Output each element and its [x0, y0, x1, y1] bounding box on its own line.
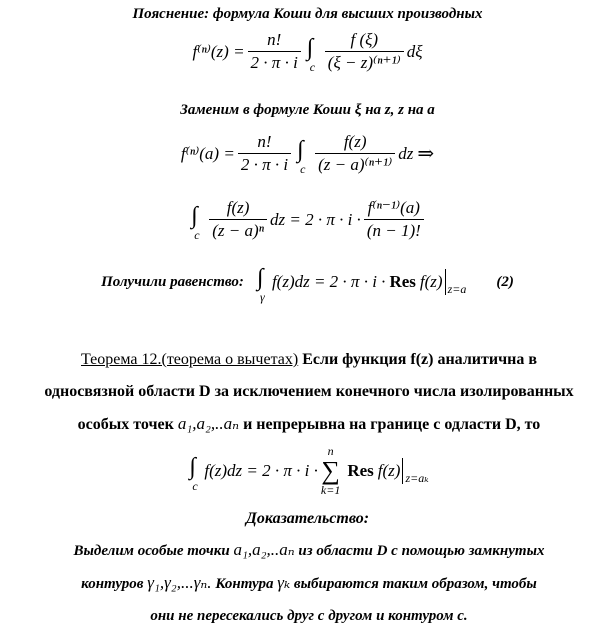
integral-sign: ∫ c [189, 454, 198, 493]
formula2-int-num: f(z) [343, 132, 367, 151]
formula1-int-den: (ξ − z)⁽ⁿ⁺¹⁾ [325, 51, 404, 73]
formula-residue-theorem [0, 444, 615, 498]
proof-title: Доказательство: [245, 510, 370, 527]
proof-text-2b: Контура [215, 576, 274, 592]
proof-paragraph [24, 534, 594, 632]
result-line [0, 262, 615, 302]
formula3-den2: (n − 1)! [364, 219, 424, 241]
integral-sign: ∫ c [191, 202, 200, 242]
formula1-lhs: f⁽ⁿ⁾(z) = [192, 41, 245, 61]
proof-contours: γ₁,γ₂,...γₙ. [147, 573, 212, 592]
theorem-name: Теорема 12.(теорема о вычетах) [81, 351, 299, 368]
proof-points: a₁,a₂,..aₙ [233, 540, 295, 559]
formula1-den: 2 · π · i [248, 51, 301, 73]
theorem-text-2: односвязной области D за исключением конечного числа изолированных [44, 383, 574, 400]
formula4-fz: f(z) [377, 461, 401, 480]
proof-text-1b: из области D с помощью замкнутых [298, 543, 545, 559]
formula-cauchy-general [0, 30, 615, 73]
formula1-integrand [325, 30, 404, 73]
formula4-expr: f(z)dz = 2 · π · i · [204, 461, 318, 480]
formula2-num: n! [257, 132, 272, 151]
result-expr: f(z)dz = 2 · π · i · [271, 272, 386, 291]
evaluation-bar [445, 269, 446, 295]
proof-text-2c: выбираются таким образом, чтобы [293, 576, 537, 592]
theorem-text-3a: особых точек [77, 416, 174, 433]
formula2-integrand [315, 132, 395, 175]
result-at: z=a [447, 281, 467, 296]
explanation-title: Пояснение: формула Коши для высших производных [132, 6, 483, 22]
formula4-at: z=aₖ [405, 470, 429, 485]
formula3-rhs [364, 198, 424, 241]
proof-text-1a: Выделим особые точки [73, 543, 230, 559]
formula3-num2: f⁽ⁿ⁻¹⁾(a) [367, 198, 420, 217]
formula2-tail: dz [398, 143, 414, 163]
formula3-den: (z − a)ⁿ [209, 219, 267, 241]
formula4-res: Res [347, 461, 374, 480]
formula-cauchy-a [0, 132, 615, 175]
theorem-text-3b: и непрерывна на границе с одласти D, то [243, 416, 541, 433]
formula1-num: n! [267, 30, 282, 49]
integral-sign: ∫ c [297, 136, 306, 176]
formula2-den: 2 · π · i [238, 153, 291, 175]
formula1-tail: dξ [406, 41, 423, 61]
theorem-paragraph [24, 344, 594, 441]
proof-text-3: они не пересекались друг с другом и контуром с. [150, 608, 468, 624]
proof-text-2a: контуров [81, 576, 144, 592]
integral-sign: ∫ γ [256, 265, 265, 304]
evaluation-bar [402, 458, 403, 484]
formula1-int-num: f (ξ) [350, 30, 379, 49]
equation-number: (2) [496, 273, 514, 290]
formula3-mid: dz = 2 · π · i · [269, 209, 361, 229]
proof-gamma-k: γₖ [277, 573, 291, 592]
theorem-text-1: Если функция f(z) аналитична в [302, 351, 537, 368]
formula-integral-equality [0, 198, 615, 245]
formula2-coef [238, 132, 291, 175]
sum-sign: n ∑ k=1 [320, 444, 341, 497]
result-res: Res [389, 272, 416, 291]
integral-sign: ∫ c [306, 34, 316, 74]
result-label: Получили равенство: [101, 273, 244, 290]
formula2-int-den: (z − a)⁽ⁿ⁺¹⁾ [315, 153, 395, 175]
theorem-points: a₁,a₂,..aₙ [177, 414, 240, 433]
formula2-lhs: f⁽ⁿ⁾(a) = [180, 143, 235, 163]
formula3-integrand [209, 198, 267, 241]
implies-arrow-icon: ⇒ [417, 143, 435, 165]
formula1-coef [248, 30, 301, 73]
result-fz: f(z) [419, 272, 443, 291]
substitution-text: Заменим в формуле Коши ξ на z, z на a [180, 102, 435, 118]
formula3-num: f(z) [226, 198, 250, 217]
